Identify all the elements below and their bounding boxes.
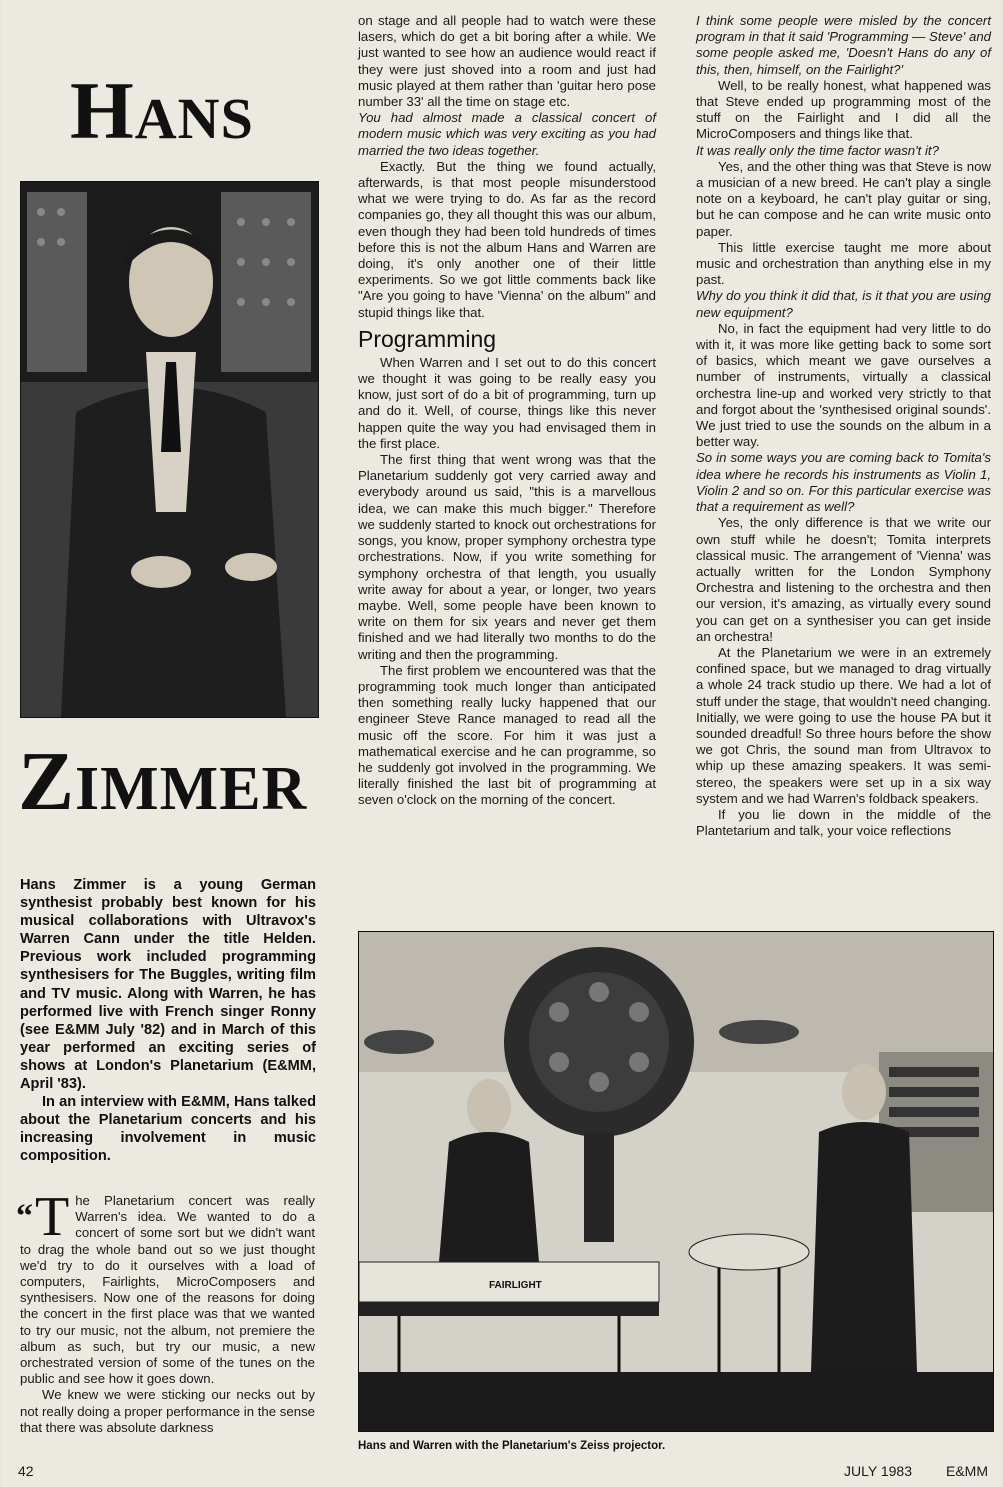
headline-first-name (70, 65, 254, 156)
body-paragraph: No, in fact the equipment had very little to do with it, it was more like getting back to some sort of basics, which meant we gave ourselves a number of instruments, virtually a classical orchestra line-up and worked very strictly to that and forgot about the 'synthesised original sounds'. We just tried to use the sounds on the album in a better way. (696, 320, 991, 450)
body-paragraph: Yes, and the other thing was that Steve is now a musician of a new breed. He can't play a single note on a keyboard, he can't play guitar or sing, but he can compose and he can write music onto paper. (696, 158, 991, 239)
interview-question: I think some people were misled by the concert program in that it said 'Programming — Steve' and some people asked me, 'Doesn't Hans do any of this, then, himself, on the Fairlight?' (696, 13, 991, 77)
column-3 (696, 13, 991, 839)
article-opening (16, 1186, 315, 1387)
page-number: 42 (18, 1463, 34, 1479)
headline-first-text: HANS (70, 65, 254, 156)
interview-question: Why do you think it did that, is it that you are using new equipment? (696, 288, 991, 320)
body-paragraph: If you lie down in the middle of the Plantetarium and talk, your voice reflections (696, 806, 991, 839)
body-paragraph: At the Planetarium we were in an extremely confined space, but we managed to drag virtually a whole 24 track studio up there. We had a lot of stuff under the stage, that wouldn't need changing. Initially, we were going to use the house PA but it sounded dreadful! So three hours before the show we got Chris, the sound man from Ultravox to whip up these amazing speakers. It was semi-stereo, the speakers were set up in a six way system and we had Warren's foldback speakers. (696, 644, 991, 806)
body-paragraph: Well, to be really honest, what happened was that Steve ended up programming most of the stuff on the Fairlight and I did all the MicroComposers and things like that. (696, 77, 991, 142)
column-1 (16, 1186, 315, 1436)
body-paragraph: This little exercise taught me more about music and orchestration than anything else in my past. (696, 239, 991, 288)
photo-caption: Hans and Warren with the Planetarium's Zeiss projector. (358, 1440, 666, 1452)
body-paragraph: he Planetarium concert was really Warren's idea. We wanted to do a concert of some sort but we didn't want to drag the whole band out so we just thought we'd try to do it ourselves with a load of computers, Fairlights, MicroComposers and synthesisers. Now one of the reasons for doing the concert in the first place was that we wanted to try our music, not the album, not premiere the album as such, but try our music, a new orchestrated version of some of the tunes on the public and see how it goes down. (20, 1193, 315, 1387)
headline-last-text: ZIMMER (18, 735, 308, 828)
body-paragraph: Yes, the only difference is that we write our own stuff while he doesn't; Tomita interprets classical music. The arrangement of 'Vienna' was actually written for the London Symphony Orchestra and listening to the orchestra and then our version, it's amazing, as virtually every sound you can get on a synthesiser you can get inside an orchestra! (696, 515, 991, 644)
magazine-name: E&MM (946, 1463, 988, 1479)
intro-paragraph: In an interview with E&MM, Hans talked about the Planetarium concerts and his increasing involvement in music composition. (20, 1094, 316, 1165)
interview-question: So in some ways you are coming back to Tomita's idea where he records his instruments as Violin 1, Violin 2 and so on. For this particular exercise was that a requirement as well? (696, 450, 991, 515)
body-paragraph: Exactly. But the thing we found actually, afterwards, is that most people misunderstood what we were trying to do. As far as the record companies go, they all thought this was our album, even though they had been told hundreds of times before this is not the album Hans and Warren are doing, it's only another one of their little experiments. So we got little comments back like "Are you going to have 'Vienna' on the album" and stupid things like that. (358, 158, 656, 320)
headline-last-name (18, 735, 308, 828)
body-paragraph: When Warren and I set out to do this concert we thought it was going to be really easy you know, just sort of do a bit of programming, turn up and do it. Well, of course, things like this never happen quite the way you had envisaged them in the first place. (358, 354, 656, 451)
section-heading: Programming (358, 325, 497, 352)
issue-date: JULY 1983 (844, 1463, 912, 1479)
drop-cap: “T (16, 1186, 70, 1248)
body-paragraph: The first problem we encountered was that the programming took much longer than anticipated then something really lucky happened that our engineer Steve Rance managed to read all the music off the score. For him it was just a mathematical exercise and he can programme, so he suddenly got involved in the programming. We literally finished the last bit of programming at seven o'clock on the morning of the concert. (358, 662, 656, 808)
magazine-page (2, 0, 1000, 1487)
body-paragraph: on stage and all people had to watch were these lasers, which do get a bit boring after a while. We just wanted to see how an audience would react if they were just shoved into a room and just had music played at them rather than 'guitar hero pose number 33' all the time on stage etc. (358, 13, 656, 110)
column-2 (358, 13, 656, 809)
planetarium-photo (358, 931, 994, 1432)
fairlight-label: FAIRLIGHT (489, 1280, 542, 1291)
body-paragraph: We knew we were sticking our necks out by not really doing a proper performance in the sense that there was absolute darkness (20, 1387, 315, 1435)
interview-question: You had almost made a classical concert of modern music which was very exciting as you had married the two ideas together. (358, 110, 656, 158)
interview-question: It was really only the time factor wasn't it? (696, 142, 939, 158)
portrait-photo (20, 181, 319, 718)
intro-standfirst (20, 876, 316, 1166)
intro-paragraph: Hans Zimmer is a young German synthesist probably best known for his musical collaborations with Ultravox's Warren Cann under the title Helden. Previous work included programming synthesisers for The Buggles, writing film and TV music. Along with Warren, he has performed live with French singer Ronny (see E&MM July '82) and in March of this year performed an exciting series of shows at London's Planetarium (E&MM, April '83). (20, 877, 316, 1093)
body-paragraph: The first thing that went wrong was that the Planetarium suddenly got very carried away and everybody around us said, "this is a marvellous idea, we can make this much bigger." Therefore we suddenly started to knock out orchestrations for songs, you know, proper symphony orchestra type orchestrations. Now, if you write something for symphony orchestra of that length, you usually write away for about a year, or longer, two years maybe. Well, some people have been known to write on them for six years and never get them finished and we had literally two months to do the writing and then the programming. (358, 452, 656, 662)
